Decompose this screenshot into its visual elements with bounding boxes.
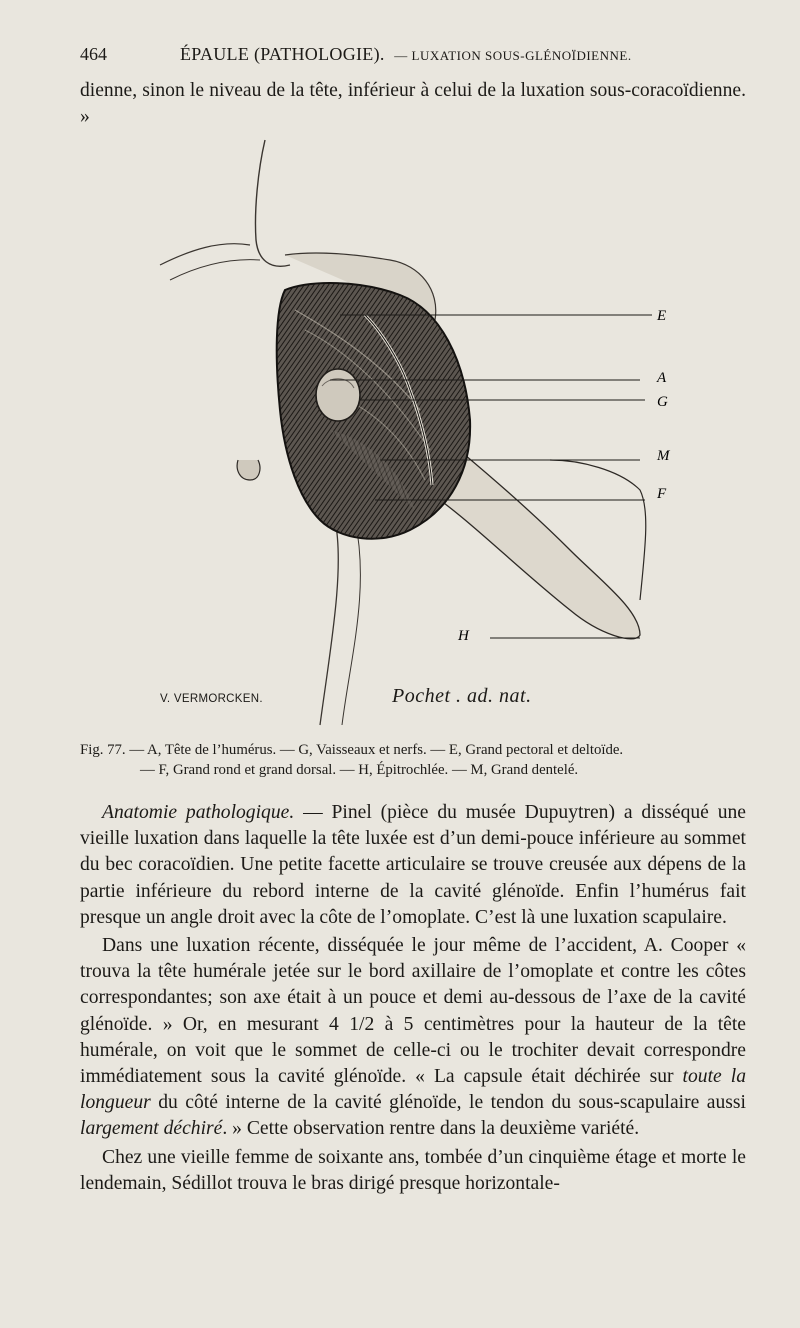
paragraph-anatomie [80,800,746,931]
paragraph-cooper-italic-2: largement déchiré [80,1118,223,1140]
engraver-credit: V. VERMORCKEN. [160,693,263,705]
figure-label-g: G [657,394,668,410]
body-text [80,800,746,1197]
running-title-sub: (PATHOLOGIE). [249,44,385,64]
section-heading-italic: Anatomie pathologique. [102,802,295,823]
figure-label-m: M [657,448,670,464]
top-paragraph [80,78,746,130]
page-number: 464 [80,44,107,64]
anatomical-figure [80,130,750,730]
paragraph-cooper-part-a: Dans une luxation récente, disséquée le jour même de l’accident, A. Cooper « trouva la tête humérale jetée sur le bord axillaire de l’omoplate et contre les côtes correspondantes; son axe était à un pouce et demi au-dessous de l’axe de la cavité glénoïde. » Or, en mesurant 4 1/2 à 5 centimètres pour la hauteur de la tête humérale, on voit que le sommet de celle-ci ou le trochiter devait correspondre immédiatement sous la cavité glénoïde. « La capsule était déchirée sur [80,935,746,1088]
paragraph-sedillot: Chez une vieille femme de soixante ans, tombée d’un cinquième étage et morte le lendemain, Sédillot trouva le bras dirigé presque horizontale- [80,1146,746,1194]
top-paragraph-text: dienne, sinon le niveau de la tête, inférieur à celui de la luxation sous-coracoïdienne. » [80,80,746,128]
paragraph-anatomie-text: — Pinel (pièce du musée Dupuytren) a disséqué une vieille luxation dans laquelle la tête luxée est d’un demi-pouce inférieure au sommet du bec coracoïdien. Une petite facette articulaire se trouve creusée aux dépens de la partie inférieure du rebord interne de la cavité glénoïde. Enfin l’humérus fait presque un angle droit avec la côte de l’omoplate. C’est là une luxation scapulaire. [80,802,746,928]
running-title [180,44,632,65]
shoulder-dissection-engraving [80,130,750,730]
figure-label-h: H [458,628,469,644]
caption-line-2: — F, Grand rond et grand dorsal. — H, Épitrochlée. — M, Grand dentelé. [140,762,579,778]
figure-caption [80,740,746,780]
running-header [80,44,745,74]
paragraph-cooper [80,933,746,1143]
paragraph-cooper-italic-1: toute la longueur [80,1066,746,1114]
figure-label-e: E [657,308,667,324]
paragraph-cooper-part-c: . » Cette observation rentre dans la deuxième variété. [222,1118,640,1140]
paragraph-cooper-part-b: du côté interne de la cavité glénoïde, le tendon du sous-scapulaire aussi [150,1092,746,1114]
caption-line-1: Fig. 77. — A, Tête de l’humérus. — G, Vaisseaux et nerfs. — E, Grand pectoral et deltoïde. [80,742,624,758]
running-title-rest: — LUXATION SOUS-GLÉNOÏDIENNE. [394,48,632,63]
artist-credit: Pochet . ad. nat. [392,685,532,707]
figure-label-a: A [657,370,667,386]
running-title-main: ÉPAULE [180,44,250,64]
figure-label-f: F [657,486,667,502]
